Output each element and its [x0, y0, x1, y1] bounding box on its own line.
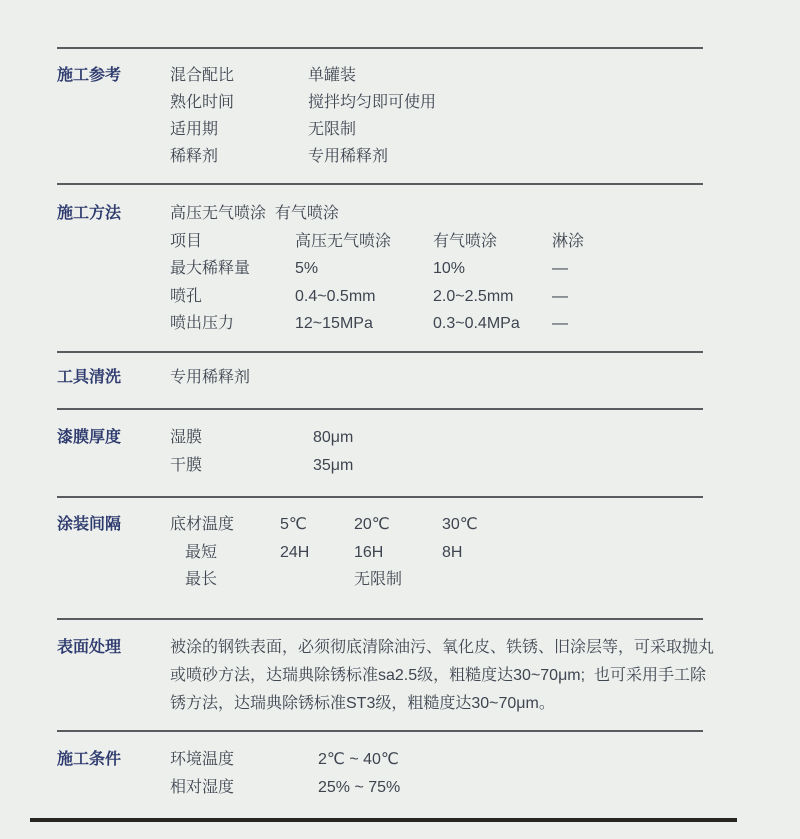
- section-body: [170, 634, 760, 718]
- spec-key: 混合配比: [170, 67, 235, 84]
- method-table: [170, 228, 760, 338]
- table-header-cell: 5℃: [280, 516, 307, 533]
- section-tool-cleaning: [57, 364, 760, 391]
- table-cell: 8H: [442, 543, 463, 561]
- table-cell: 0.4~0.5mm: [295, 287, 376, 305]
- section-body: [170, 200, 760, 338]
- section-body: [170, 62, 760, 170]
- section-body: [170, 364, 760, 391]
- table-header-cell: 有气喷涂: [433, 232, 498, 250]
- section-film-thickness: [57, 424, 760, 479]
- section-body: [170, 511, 760, 594]
- table-cell: —: [552, 260, 568, 277]
- spec-value: 单罐装: [308, 67, 357, 84]
- section-label-film-thickness: 漆膜厚度: [57, 429, 122, 446]
- section-recoat-interval: [57, 511, 760, 594]
- table-header-cell: 高压无气喷涂: [295, 232, 392, 250]
- spec-key: 适用期: [170, 121, 219, 138]
- spec-row: [170, 774, 760, 802]
- spec-row: [170, 424, 760, 452]
- spec-row: [170, 746, 760, 774]
- table-cell: [442, 566, 760, 594]
- table-cell: 10%: [433, 260, 466, 277]
- table-cell: 无限制: [354, 571, 403, 588]
- section-label-application-method: 施工方法: [57, 205, 122, 222]
- divider: [57, 618, 703, 620]
- table-cell: 24H: [280, 543, 310, 561]
- section-construction-reference: [57, 62, 760, 170]
- section-label-recoat-interval: 涂装间隔: [57, 516, 122, 533]
- divider-top: [57, 47, 703, 49]
- spec-value: 25% ~ 75%: [318, 779, 401, 796]
- divider-bottom: [30, 818, 737, 822]
- spec-value: 35μm: [313, 456, 354, 474]
- table-cell: 喷出压力: [170, 315, 235, 332]
- divider: [57, 408, 703, 410]
- divider: [57, 183, 703, 185]
- spec-value: 无限制: [308, 121, 357, 138]
- section-label-application-conditions: 施工条件: [57, 751, 122, 768]
- spec-key: 稀释剂: [170, 148, 219, 165]
- spec-row: [170, 89, 760, 116]
- spec-value: 专用稀释剂: [170, 369, 251, 386]
- spec-value: 搅拌均匀即可使用: [308, 94, 437, 111]
- spec-value: 80μm: [313, 429, 354, 446]
- spec-key: 干膜: [170, 456, 203, 474]
- divider: [57, 730, 703, 732]
- table-cell: 最短: [185, 543, 218, 561]
- spec-key: 熟化时间: [170, 94, 235, 111]
- spec-key: 相对湿度: [170, 779, 235, 796]
- section-application-method: [57, 200, 760, 338]
- recoat-interval-table: [170, 511, 760, 594]
- spec-row: [170, 116, 760, 143]
- table-cell: —: [552, 287, 568, 305]
- surface-treatment-text: 被涂的钢铁表面，必须彻底清除油污、氧化皮、铁锈、旧涂层等，可采取抛丸或喷砂方法，达瑞典除锈标准sa2.5级，粗糙度达30~70μm; 也可采用手工除锈方法，达瑞典除锈标准ST3级，粗糙度达30~70μm。: [170, 639, 715, 712]
- table-cell: 5%: [295, 260, 319, 277]
- table-cell: —: [552, 315, 568, 332]
- table-cell: 喷孔: [170, 287, 203, 305]
- method-intro: 高压无气喷涂 有气喷涂: [170, 205, 339, 222]
- section-surface-treatment: [57, 634, 760, 718]
- section-body: [170, 746, 760, 802]
- spec-key: 环境温度: [170, 751, 235, 768]
- section-label-surface-treatment: 表面处理: [57, 639, 122, 656]
- spec-row: [170, 452, 760, 480]
- section-label-tool-cleaning: 工具清洗: [57, 369, 122, 386]
- section-label-construction-reference: 施工参考: [57, 67, 122, 84]
- table-header-cell: 底材温度: [170, 516, 235, 533]
- divider: [57, 351, 703, 353]
- table-cell: 2.0~2.5mm: [433, 287, 514, 305]
- table-cell: 0.3~0.4MPa: [433, 315, 520, 332]
- divider: [57, 496, 703, 498]
- spec-row: [170, 62, 760, 89]
- table-cell: [280, 566, 354, 594]
- table-cell: 12~15MPa: [295, 315, 373, 332]
- table-cell: 最长: [185, 571, 218, 588]
- spec-row: [170, 143, 760, 170]
- spec-key: 湿膜: [170, 429, 203, 446]
- table-cell: 最大稀释量: [170, 260, 251, 277]
- table-header-cell: 淋涂: [552, 232, 585, 250]
- table-cell: 16H: [354, 543, 384, 561]
- table-header-cell: 30℃: [442, 516, 478, 533]
- table-header-cell: 20℃: [354, 516, 390, 533]
- section-body: [170, 424, 760, 479]
- spec-value: 2℃ ~ 40℃: [318, 751, 399, 768]
- spec-value: 专用稀释剂: [308, 148, 389, 165]
- section-application-conditions: [57, 746, 760, 802]
- table-header-cell: 项目: [170, 232, 203, 250]
